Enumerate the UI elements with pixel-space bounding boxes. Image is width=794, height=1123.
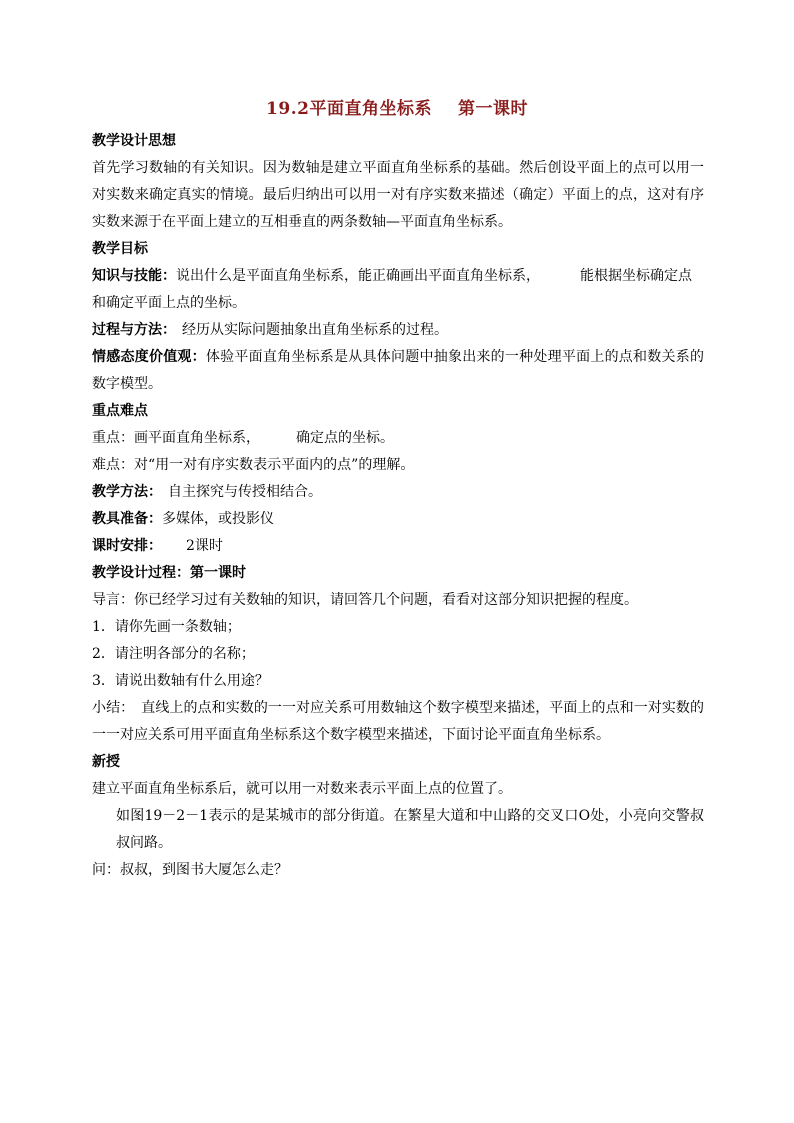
page-title — [0, 94, 794, 119]
process-label: 过程与方法： — [92, 322, 176, 338]
teaching-tools — [92, 506, 704, 533]
knowledge-text-2: 能根据坐标确定点 — [580, 268, 692, 284]
process-text: 经历从实际问题抽象出直角坐标系的过程。 — [182, 322, 448, 338]
new-lesson-p1: 建立平面直角坐标系后，就可以用一对数来表示平面上点的位置了。 — [92, 781, 512, 797]
process-summary: 小结： 直线上的点和实数的一一对应关系可用数轴这个数字模型来描述，平面上的点和一对实数的一一对应关系可用平面直角坐标系这个数字模型来描述，下面讨论平面直角坐标系。 — [92, 700, 704, 743]
title-main: 19.2平面直角坐标系 — [266, 99, 432, 119]
new-lesson-p3: 问：叔叔，到图书大厦怎么走？ — [92, 862, 288, 878]
question-2: 2．请注明各部分的名称； — [92, 646, 255, 662]
process-intro: 导言：你已经学习过有关数轴的知识，请回答几个问题，看看对这部分知识把握的程度。 — [92, 592, 638, 608]
schedule-text: 2课时 — [186, 538, 223, 554]
design-idea-text: 首先学习数轴的有关知识。因为数轴是建立平面直角坐标系的基础。然后创设平面上的点可以用一对实数来确定真实的情境。最后归纳出可以用一对有序实数来描述（确定）平面上的点，这对有序实数来源于在平面上建立的互相垂直的两条数轴—平面直角坐标系。 — [92, 160, 704, 230]
schedule-label: 课时安排： — [92, 538, 162, 554]
document-body — [92, 128, 704, 884]
objectives-heading: 教学目标 — [92, 241, 148, 257]
key-point-1: 重点：画平面直角坐标系， — [92, 430, 260, 446]
objective-emotion — [92, 344, 704, 398]
method-text: 自主探究与传授相结合。 — [168, 484, 322, 500]
key-point — [92, 425, 704, 452]
difficult-point: 难点：对“用一对有序实数表示平面内的点”的理解。 — [92, 457, 415, 473]
question-1: 1．请你先画一条数轴； — [92, 619, 241, 635]
knowledge-text-continued: 和确定平面上点的坐标。 — [92, 295, 246, 311]
knowledge-label: 知识与技能： — [92, 268, 176, 284]
knowledge-text: 说出什么是平面直角坐标系，能正确画出平面直角坐标系， — [176, 268, 540, 284]
objective-process — [92, 317, 704, 344]
teaching-method — [92, 479, 704, 506]
tools-text: 多媒体，或投影仪 — [162, 511, 274, 527]
key-point-2: 确定点的坐标。 — [296, 430, 394, 446]
emotion-label: 情感态度价值观： — [92, 349, 206, 365]
emotion-text: 体验平面直角坐标系是从具体问题中抽象出来的一种处理平面上的点和数关系的数字模型。 — [92, 349, 704, 392]
question-3: 3．请说出数轴有什么用途？ — [92, 673, 269, 689]
new-lesson-heading: 新授 — [92, 754, 120, 770]
new-lesson-p2: 如图19－2－1表示的是某城市的部分街道。在繁星大道和中山路的交叉口O处，小亮向交警叔叔问路。 — [116, 808, 704, 851]
key-points-heading: 重点难点 — [92, 403, 148, 419]
process-heading: 教学设计过程：第一课时 — [92, 565, 246, 581]
tools-label: 教具准备： — [92, 511, 162, 527]
objective-knowledge — [92, 263, 704, 290]
schedule — [92, 533, 704, 560]
design-idea-heading: 教学设计思想 — [92, 133, 176, 149]
title-lesson: 第一课时 — [457, 99, 528, 119]
method-label: 教学方法： — [92, 484, 162, 500]
